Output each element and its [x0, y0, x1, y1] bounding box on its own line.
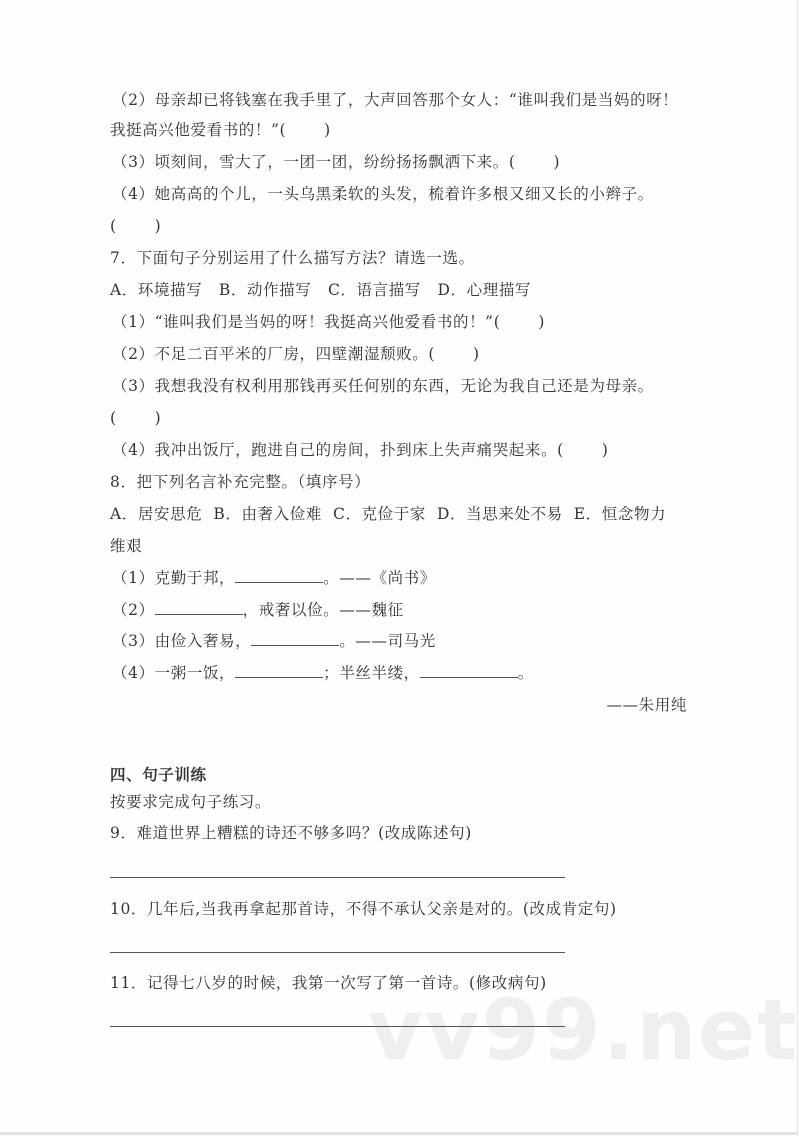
fill-blank[interactable]	[235, 568, 323, 583]
q10-text: 10．几年后,当我再拿起那首诗，不得不承认父亲是对的。(改成肯定句)	[110, 900, 617, 918]
q8-item-2: （2） ，戒奢以俭。——魏征	[112, 601, 404, 619]
q7-title: 7．下面句子分别运用了什么描写方法？请选一选。	[110, 249, 475, 267]
fill-blank[interactable]	[155, 600, 243, 615]
q9-text: 9．难道世界上糟糕的诗还不够多吗？(改成陈述句)	[110, 824, 472, 842]
q8-item-1: （1）克勤于邦， 。——《尚书》	[112, 569, 436, 587]
q7-item-4: （4）我冲出饭厅，跑进自己的房间，扑到床上失声痛哭起来。( )	[112, 441, 609, 459]
q6-item-3: （3）顷刻间，雪大了，一团一团，纷纷扬扬飘洒下来。( )	[112, 153, 561, 171]
q6-item-2-line2: 我挺高兴他爱看书的！”( )	[110, 121, 331, 139]
q7-item-3: （3）我想我没有权利用那钱再买任何别的东西，无论为我自己还是为母亲。	[112, 377, 654, 395]
q10-answer-line[interactable]	[110, 952, 565, 953]
watermark: vv99.net	[368, 981, 800, 1079]
q6-item-3-text: （3）顷刻间，雪大了，一团一团，纷纷扬扬飘洒下来。(	[112, 153, 516, 171]
fill-blank[interactable]	[235, 663, 323, 678]
q8-options-line2: 维艰	[110, 537, 143, 555]
q7-item-2: （2）不足二百平米的厂房，四壁潮湿颓败。( )	[112, 345, 480, 363]
q11-text: 11．记得七八岁的时候，我第一次写了第一首诗。(修改病句)	[110, 974, 547, 992]
q6-item-4: （4）她高高的个儿，一头乌黑柔软的头发，梳着许多根又细又长的小辫子。	[112, 185, 654, 203]
q11-answer-line[interactable]	[110, 1026, 565, 1027]
q6-item-2-line1: （2）母亲却已将钱塞在我手里了，大声回答那个女人：“谁叫我们是当妈的呀！	[112, 91, 679, 109]
q7-item-1: （1）“谁叫我们是当妈的呀！我挺高兴他爱看书的！”( )	[112, 313, 546, 331]
q7-options: A．环境描写 B．动作描写 C．语言描写 D．心理描写	[110, 281, 532, 299]
section-heading: 四、句子训练	[110, 766, 207, 784]
fill-blank[interactable]	[420, 663, 518, 678]
q8-title: 8．把下列名言补充完整。（填序号）	[110, 473, 371, 491]
q6-item-2-text: 我挺高兴他爱看书的！”(	[110, 121, 287, 139]
section-instruction: 按要求完成句子练习。	[110, 793, 272, 811]
q8-options-line1: A．居安思危 B．由奢入俭难 C．克俭于家 D．当思来处不易 E．恒念物力	[110, 505, 667, 523]
q8-item-4: （4）一粥一饭， ；半丝半缕， 。	[112, 664, 534, 682]
q6-item-4-answer: ( )	[110, 217, 162, 235]
q8-attribution: ——朱用纯	[606, 696, 687, 714]
q9-answer-line[interactable]	[110, 877, 565, 878]
fill-blank[interactable]	[251, 631, 339, 646]
q7-item-3-answer: ( )	[110, 409, 162, 427]
q8-item-3: （3）由俭入奢易， 。——司马光	[112, 632, 436, 650]
